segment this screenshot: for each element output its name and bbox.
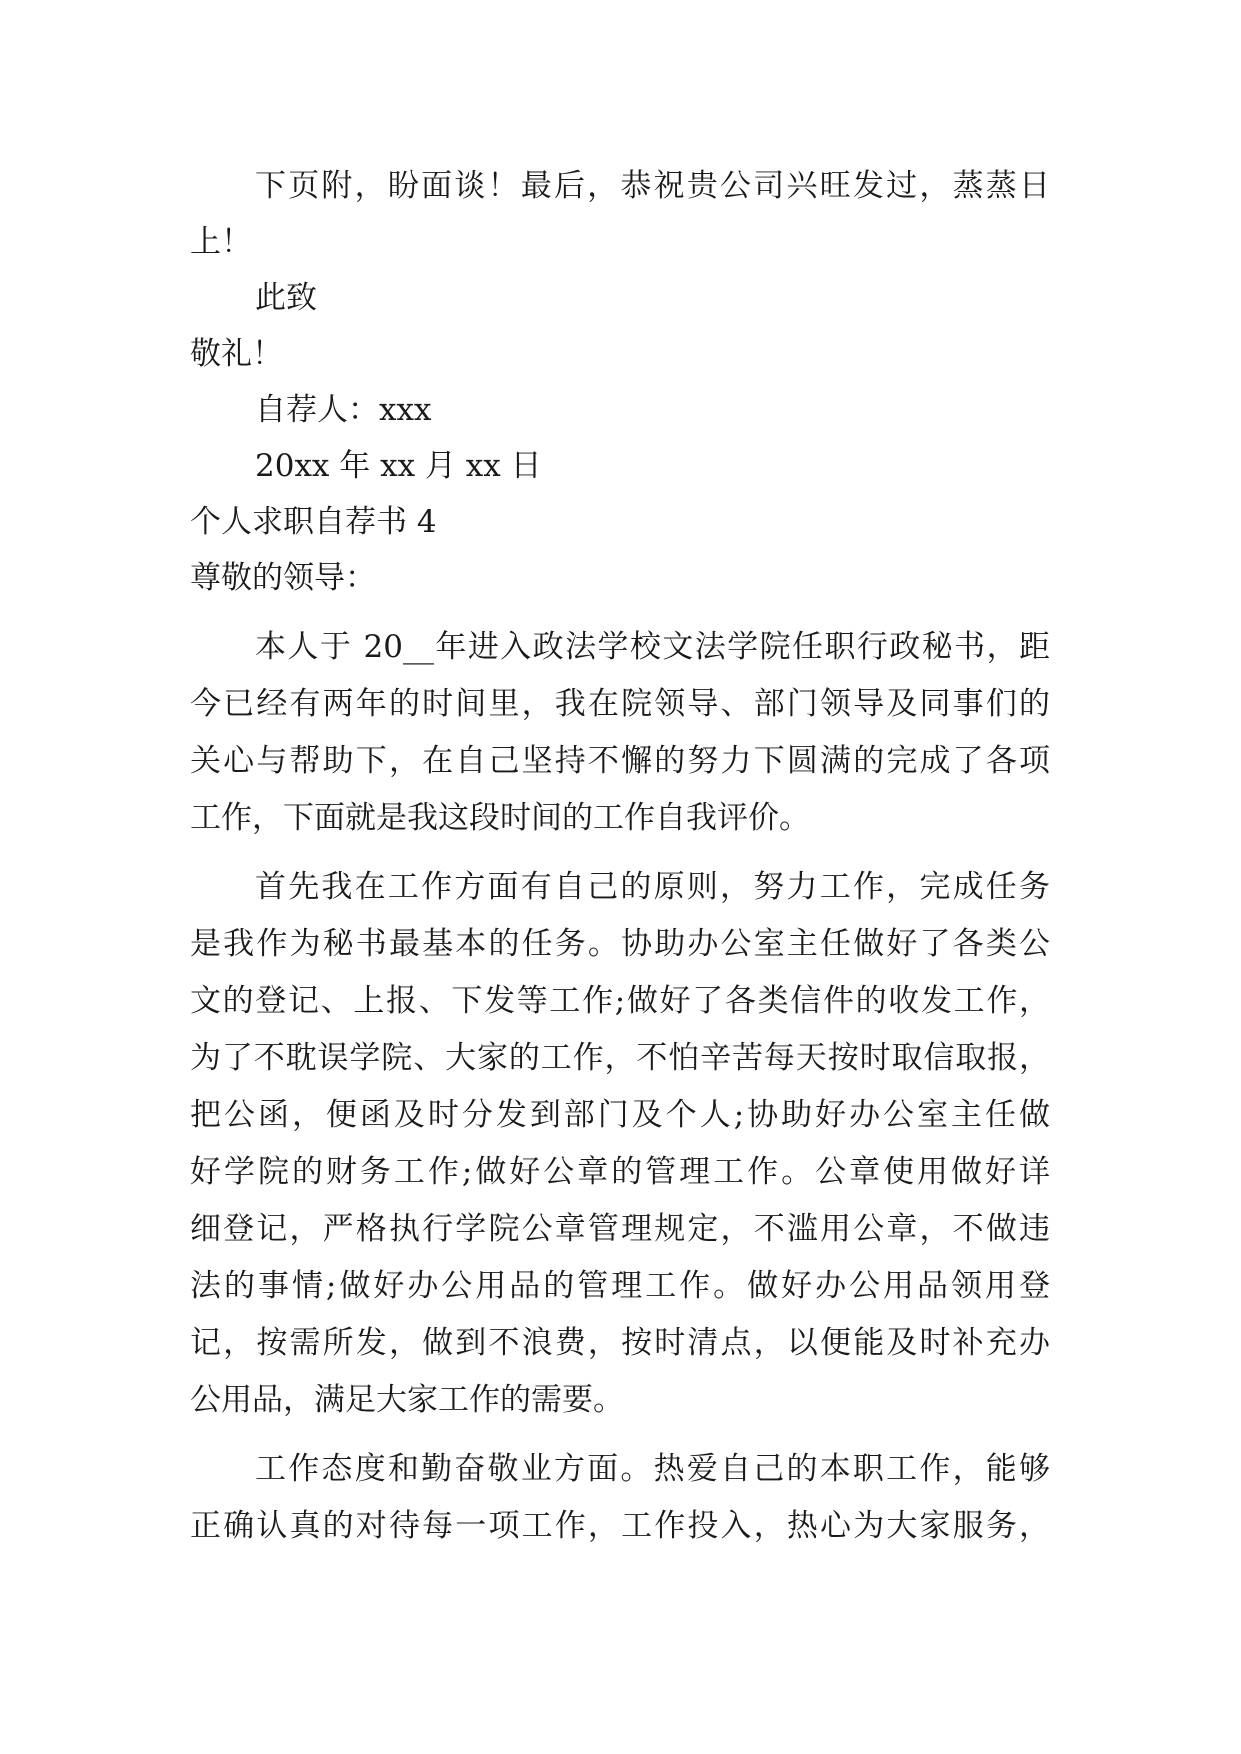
text-line: 工作态度和勤奋敬业方面。热爱自己的本职工作，能够 <box>255 1451 1050 1487</box>
signature-line: 自荐人：xxx <box>255 392 432 428</box>
salutation: 尊敬的领导： <box>190 560 376 596</box>
text-line: 好学院的财务工作;做好公章的管理工作。公章使用做好详 <box>190 1154 1050 1190</box>
text-line: 是我作为秘书最基本的任务。协助办公室主任做好了各类公 <box>190 926 1050 962</box>
text-line: 此致 <box>255 280 317 316</box>
text-line: 工作，下面就是我这段时间的工作自我评价。 <box>190 800 810 836</box>
date-line: 20xx 年 xx 月 xx 日 <box>255 448 542 484</box>
text-line: 首先我在工作方面有自己的原则，努力工作，完成任务 <box>255 869 1050 905</box>
text-line: 把公函，便函及时分发到部门及个人;协助好办公室主任做 <box>190 1097 1050 1133</box>
section-title: 个人求职自荐书 4 <box>190 504 437 540</box>
text-line: 敬礼！ <box>190 336 283 372</box>
text-line: 为了不耽误学院、大家的工作，不怕辛苦每天按时取信取报， <box>190 1040 1050 1076</box>
text-line: 今已经有两年的时间里，我在院领导、部门领导及同事们的 <box>190 686 1050 722</box>
text-line: 关心与帮助下，在自己坚持不懈的努力下圆满的完成了各项 <box>190 743 1050 779</box>
text-line: 记，按需所发，做到不浪费，按时清点，以便能及时补充办 <box>190 1325 1050 1361</box>
text-line: 细登记，严格执行学院公章管理规定，不滥用公章，不做违 <box>190 1211 1050 1247</box>
text-line: 公用品，满足大家工作的需要。 <box>190 1382 624 1418</box>
text-line: 法的事情;做好办公用品的管理工作。做好办公用品领用登 <box>190 1268 1050 1304</box>
text-line: 文的登记、上报、下发等工作;做好了各类信件的收发工作， <box>190 983 1050 1019</box>
text-line: 上！ <box>190 224 252 260</box>
text-line: 下页附，盼面谈！最后，恭祝贵公司兴旺发过，蒸蒸日 <box>255 168 1050 204</box>
text-line: 本人于 20__年进入政法学校文法学院任职行政秘书，距 <box>255 629 1050 665</box>
text-line: 正确认真的对待每一项工作，工作投入，热心为大家服务， <box>190 1508 1050 1544</box>
